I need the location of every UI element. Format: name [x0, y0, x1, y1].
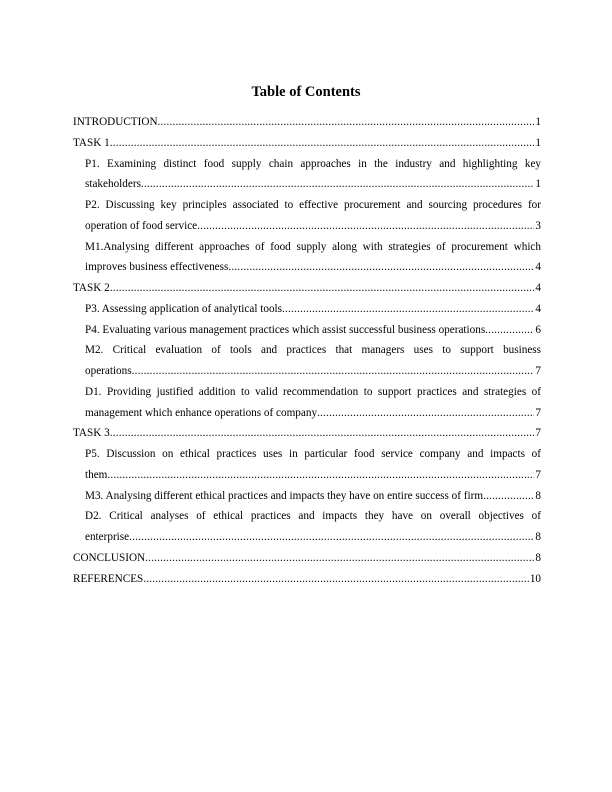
toc-page-number: 3	[535, 219, 541, 232]
toc-entry-introduction[interactable]	[73, 112, 541, 133]
toc-entry-references[interactable]	[73, 569, 541, 590]
toc-page-number: 8	[535, 551, 541, 564]
toc-entry-title-line1: D2. Critical analyses of ethical practices and impacts they have on overall objectives of	[85, 510, 541, 523]
toc-entry-title-line1: P1. Examining distinct food supply chain approaches in the industry and highlighting key	[85, 157, 541, 170]
toc-entry-conclusion[interactable]	[73, 548, 541, 569]
dot-leader	[483, 486, 534, 507]
dot-leader	[143, 569, 529, 590]
dot-leader	[129, 527, 534, 548]
toc-entry-p3[interactable]	[73, 299, 541, 320]
dot-leader	[228, 257, 534, 278]
toc-page-number: 10	[529, 572, 541, 585]
toc-entry-title-line2: operations	[85, 365, 132, 377]
toc-entry-title-line1: P2. Discussing key principles associated to effective procurement and sourcing procedures for	[85, 199, 541, 211]
toc-page-number: 6	[535, 323, 541, 336]
toc-entry-title: M3. Analysing different ethical practices and impacts they have on entire success of firm	[85, 489, 484, 502]
toc-entry-title-line1: D1. Providing justified addition to valid recommendation to support practices and strategies of	[85, 385, 541, 398]
toc-page-number: 4	[535, 282, 541, 294]
toc-entry-task-2[interactable]	[73, 278, 541, 299]
dot-leader	[110, 133, 535, 154]
toc-entry-d1[interactable]	[73, 382, 541, 424]
toc-entry-m3[interactable]	[73, 486, 541, 507]
dot-leader	[132, 361, 535, 382]
table-of-contents	[73, 112, 541, 589]
toc-entry-title: P3. Assessing application of analytical tools	[85, 302, 282, 315]
dot-leader	[282, 299, 534, 320]
toc-entry-m1[interactable]	[73, 237, 541, 279]
toc-page-number: 7	[535, 468, 541, 481]
toc-entry-p2[interactable]	[73, 195, 541, 237]
toc-page-number: 7	[535, 427, 541, 440]
toc-entry-title-line1: M2. Critical evaluation of tools and practices that managers uses to support business	[85, 344, 541, 357]
page-title: Table of Contents	[251, 84, 361, 100]
toc-page-number: 1	[535, 116, 541, 128]
dot-leader	[485, 320, 534, 341]
dot-leader	[141, 174, 534, 195]
dot-leader	[317, 403, 534, 424]
dot-leader	[197, 216, 534, 237]
toc-entry-task-1[interactable]	[73, 133, 541, 154]
toc-entry-task-3[interactable]	[73, 423, 541, 444]
dot-leader	[107, 465, 534, 486]
dot-leader	[145, 548, 534, 569]
toc-entry-title: TASK 3	[73, 427, 110, 440]
toc-entry-title: TASK 1	[73, 136, 110, 149]
toc-page-number: 1	[535, 178, 541, 191]
toc-entry-p5[interactable]	[73, 444, 541, 486]
dot-leader	[158, 112, 535, 133]
toc-entry-title-line1: M1.Analysing different approaches of food supply along with strategies of procurement which	[85, 240, 541, 253]
toc-page-number: 7	[535, 365, 541, 377]
toc-page-number: 4	[535, 261, 541, 274]
toc-entry-title-line2: improves business effectiveness	[85, 261, 229, 274]
toc-page-number: 7	[535, 406, 541, 419]
toc-entry-title-line1: P5. Discussion on ethical practices uses in particular food service company and impacts of	[85, 448, 541, 460]
toc-page-number: 1	[535, 136, 541, 149]
toc-entry-title: CONCLUSION	[73, 551, 146, 564]
toc-entry-title: INTRODUCTION	[73, 116, 158, 128]
toc-entry-title-line2: enterprise	[85, 531, 130, 543]
toc-entry-title-line2: stakeholders	[85, 178, 141, 191]
dot-leader	[110, 423, 535, 444]
toc-entry-title: P4. Evaluating various management practices which assist successful business operations	[85, 323, 486, 336]
toc-entry-p4[interactable]	[73, 320, 541, 341]
toc-entry-title-line2: management which enhance operations of company	[85, 406, 318, 419]
dot-leader	[110, 278, 535, 299]
toc-page-number: 4	[535, 302, 541, 315]
toc-entry-p1[interactable]	[73, 154, 541, 196]
toc-entry-title: TASK 2	[73, 282, 110, 294]
toc-entry-d2[interactable]	[73, 506, 541, 548]
toc-page-number: 8	[535, 489, 541, 502]
toc-entry-title: REFERENCES	[73, 572, 144, 585]
toc-entry-title-line2: operation of food service	[85, 219, 198, 232]
toc-page-number: 8	[535, 531, 541, 543]
toc-entry-m2[interactable]	[73, 340, 541, 382]
toc-entry-title-line2: them	[85, 468, 108, 481]
